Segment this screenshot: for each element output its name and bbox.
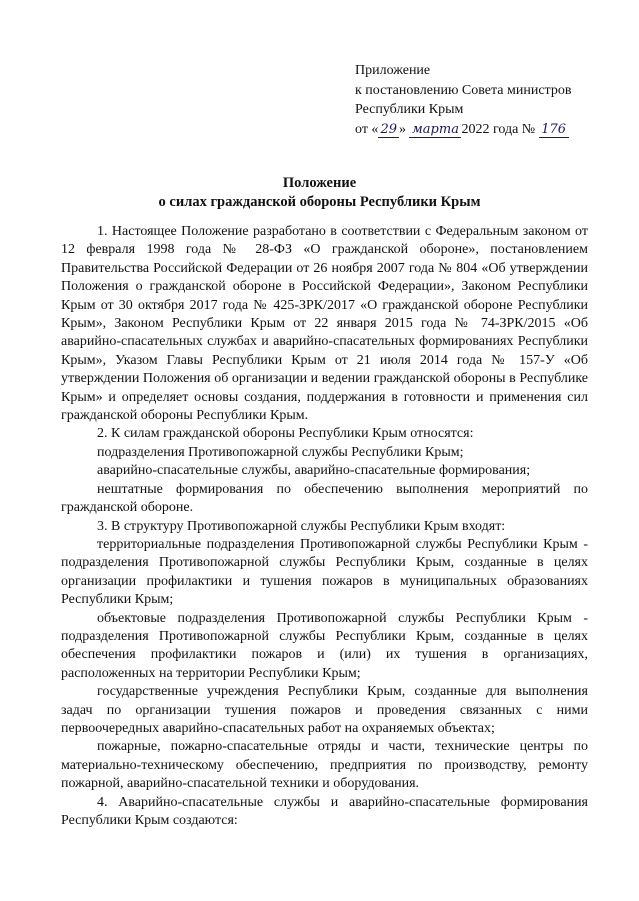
title-line-1: Положение <box>282 175 357 191</box>
paragraph: 4. Аварийно-спасательные службы и аварийно-спасательные формирования Республики Крым создаются: <box>61 794 588 828</box>
appendix-line-1: Приложение <box>355 63 431 78</box>
paragraph: аварийно-спасательные службы, аварийно-спасательные формирования; <box>97 463 531 479</box>
paragraph: 2. К силам гражданской обороны Республики Крым относятся: <box>97 426 474 442</box>
date-mid: » <box>398 121 406 137</box>
appendix-line-2: к постановлению Совета министров <box>355 82 572 98</box>
appendix-header <box>355 61 571 139</box>
document-title <box>0 174 639 212</box>
paragraph: объектовые подразделения Противопожарной службы Республики Крым - подразделения Противопожарной службы Республики Крым, созданные в целях обеспечения профилактики пожаров и (или) их тушения в организациях, расположенных на территории Республики Крым; <box>61 610 588 681</box>
title-line-2: о силах гражданской обороны Республики Крым <box>158 194 481 210</box>
document-body <box>61 223 588 830</box>
handwritten-doc-number: 176 <box>539 123 569 138</box>
date-prefix: от « <box>355 121 379 137</box>
paragraph: пожарные, пожарно-спасательные отряды и части, технические центры по материально-техническому обеспечению, предприятия по производству, ремонту пожарной, аварийно-спасательной техники и оборудования. <box>61 739 588 792</box>
paragraph: государственные учреждения Республики Крым, созданные для выполнения задач по организации тушения пожаров и проведения связанных с ними первоочередных аварийно-спасательных работ на охраняемых объектах; <box>61 684 588 736</box>
appendix-line-3: Республики Крым <box>355 102 464 117</box>
handwritten-month: марта <box>409 123 461 138</box>
paragraph: территориальные подразделения Противопожарной службы Республики Крым - подразделения Противопожарной службы Республики Крым, созданные в целях организации профилактики и тушения пожаров в муниципальных образованиях Республики Крым; <box>61 536 588 608</box>
paragraph: подразделения Противопожарной службы Республики Крым; <box>97 444 464 460</box>
handwritten-day: 29 <box>380 121 397 137</box>
date-year: 2022 года № <box>461 121 536 137</box>
paragraph: 1. Настоящее Положение разработано в соответствии с Федеральным законом от 12 февраля 1998 года № 28-ФЗ «О гражданской обороне», постановлением Правительства Российской Федерации от 26 ноября 2007 года № 804 «Об утверждении Положения о гражданской обороне в Российской Федерации», Законом Республики Крым от 30 октября 2017 года № 425-ЗРК/2017 «О гражданской обороне Республики Крым», Законом Республики Крым от 22 января 2015 года № 74-ЗРК/2015 «Об аварийно-спасательных службах и аварийно-спасательных формированиях Республики Крым», Указом Главы Республики Крым от 21 июля 2014 года № 157-У «Об утверждении Положения об организации и ведении гражданской обороны в Республике Крым» и определяет основы создания, поддержания в готовности и применения сил гражданской обороны Республики Крым. <box>61 224 588 424</box>
paragraph: 3. В структуру Противопожарной службы Республики Крым входят: <box>97 518 506 534</box>
paragraph: нештатные формирования по обеспечению выполнения мероприятий по гражданской обороне. <box>61 481 588 516</box>
appendix-date-line <box>355 120 571 140</box>
